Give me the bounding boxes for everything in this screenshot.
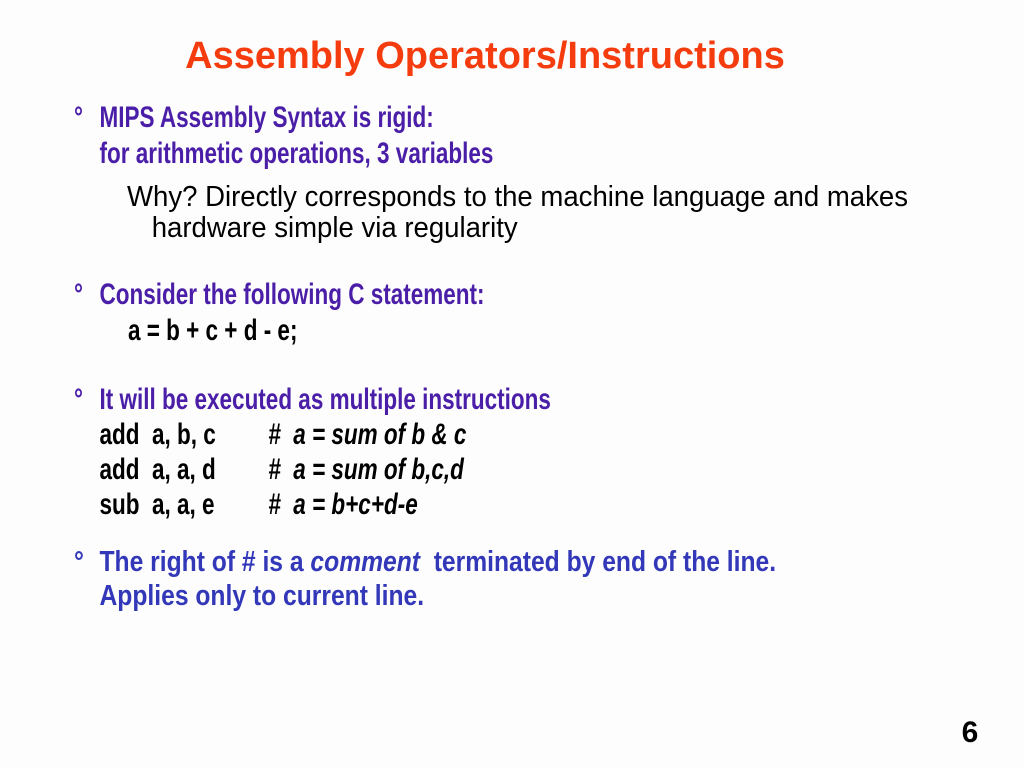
instruction-code: add a, a, d bbox=[99, 453, 216, 486]
bullet-comment-text bbox=[100, 545, 1010, 613]
bullet-mips-syntax bbox=[74, 100, 974, 172]
bullet-comment-line1 bbox=[100, 545, 1010, 579]
comment-rule-pre: The right of # is a bbox=[99, 546, 311, 578]
bullet-comment-rule bbox=[74, 545, 1009, 613]
bullet-marker-icon: ° bbox=[74, 278, 83, 311]
bullet-marker-icon: ° bbox=[74, 383, 83, 416]
bullet-marker-icon: ° bbox=[74, 546, 84, 578]
bullet-c-statement bbox=[74, 277, 974, 349]
instruction-row bbox=[100, 452, 975, 487]
instruction-comment: # a = b+c+d-e bbox=[268, 488, 418, 521]
bullet-instructions bbox=[74, 382, 974, 522]
instruction-row bbox=[100, 417, 975, 452]
bullet-c-text bbox=[100, 277, 975, 349]
instruction-comment: # a = sum of b,c,d bbox=[268, 453, 464, 486]
bullet-instructions-text bbox=[100, 382, 975, 522]
bullet-mips-text bbox=[100, 100, 975, 172]
why-note-line2: hardware simple via regularity bbox=[151, 212, 518, 244]
instruction-comment: # a = sum of b & c bbox=[268, 418, 467, 451]
slide-title: Assembly Operators/Instructions bbox=[185, 35, 785, 77]
comment-rule-emph: comment bbox=[310, 546, 421, 578]
bullet-mips-line1: MIPS Assembly Syntax is rigid: bbox=[99, 101, 434, 134]
instruction-row bbox=[100, 487, 975, 522]
comment-rule-post: terminated by end of the line. bbox=[420, 546, 777, 578]
bullet-c-heading: Consider the following C statement: bbox=[99, 278, 485, 311]
why-note bbox=[127, 182, 1024, 244]
instruction-code: add a, b, c bbox=[99, 418, 216, 451]
instruction-rows bbox=[100, 417, 975, 522]
bullet-comment-line2: Applies only to current line. bbox=[99, 580, 425, 612]
instruction-code: sub a, a, e bbox=[99, 488, 215, 521]
page-number: 6 bbox=[961, 716, 979, 749]
why-note-line1: Why? Directly corresponds to the machine language and makes bbox=[127, 181, 909, 213]
bullet-marker-icon: ° bbox=[74, 101, 83, 134]
bullet-mips-line2: for arithmetic operations, 3 variables bbox=[99, 137, 494, 170]
bullet-instructions-heading: It will be executed as multiple instructions bbox=[99, 383, 551, 416]
c-statement-code: a = b + c + d - e; bbox=[128, 314, 298, 347]
